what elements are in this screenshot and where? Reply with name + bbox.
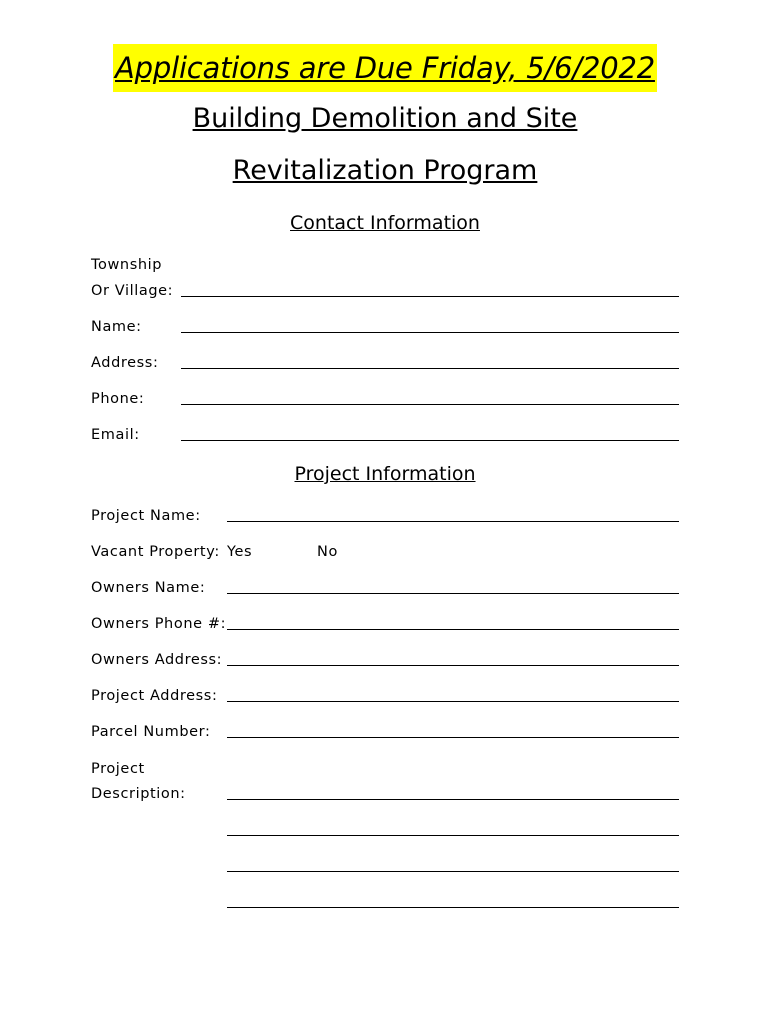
project-address-field-line[interactable] [227, 701, 679, 702]
vacant-property-label: Vacant Property: [91, 544, 220, 560]
project-description-label-line-2: Description: [91, 786, 186, 802]
project-name-field-line[interactable] [227, 521, 679, 522]
name-field-line[interactable] [181, 332, 679, 333]
township-label-line-1: Township [91, 257, 163, 273]
phone-label: Phone: [91, 391, 145, 407]
phone-field-line[interactable] [181, 404, 679, 405]
form-title-line-1: Building Demolition and Site [192, 103, 578, 134]
owners-name-label: Owners Name: [91, 580, 206, 596]
email-field-line[interactable] [181, 440, 679, 441]
township-label-line-2: Or Village: [91, 283, 174, 299]
address-label: Address: [91, 355, 159, 371]
description-field-line-4[interactable] [227, 907, 679, 908]
description-field-line-2[interactable] [227, 835, 679, 836]
parcel-number-field-line[interactable] [227, 737, 679, 738]
due-date-notice: Applications are Due Friday, 5/6/2022 [113, 44, 657, 92]
project-name-label: Project Name: [91, 508, 201, 524]
due-notice-wrap [0, 44, 770, 92]
address-field-line[interactable] [181, 368, 679, 369]
owners-phone-field-line[interactable] [227, 629, 679, 630]
project-address-label: Project Address: [91, 688, 218, 704]
name-label: Name: [91, 319, 142, 335]
owners-phone-label: Owners Phone #: [91, 616, 227, 632]
owners-address-field-line[interactable] [227, 665, 679, 666]
township-field-line[interactable] [181, 296, 679, 297]
contact-information-heading: Contact Information [290, 212, 480, 234]
description-field-line-3[interactable] [227, 871, 679, 872]
owners-address-label: Owners Address: [91, 652, 223, 668]
vacant-yes-option[interactable]: Yes [227, 544, 253, 560]
parcel-number-label: Parcel Number: [91, 724, 211, 740]
email-label: Email: [91, 427, 140, 443]
owners-name-field-line[interactable] [227, 593, 679, 594]
project-information-heading: Project Information [294, 463, 476, 485]
project-description-label-line-1: Project [91, 761, 145, 777]
form-title-line-2: Revitalization Program [232, 155, 538, 186]
vacant-no-option[interactable]: No [317, 544, 338, 560]
description-field-line-1[interactable] [227, 799, 679, 800]
